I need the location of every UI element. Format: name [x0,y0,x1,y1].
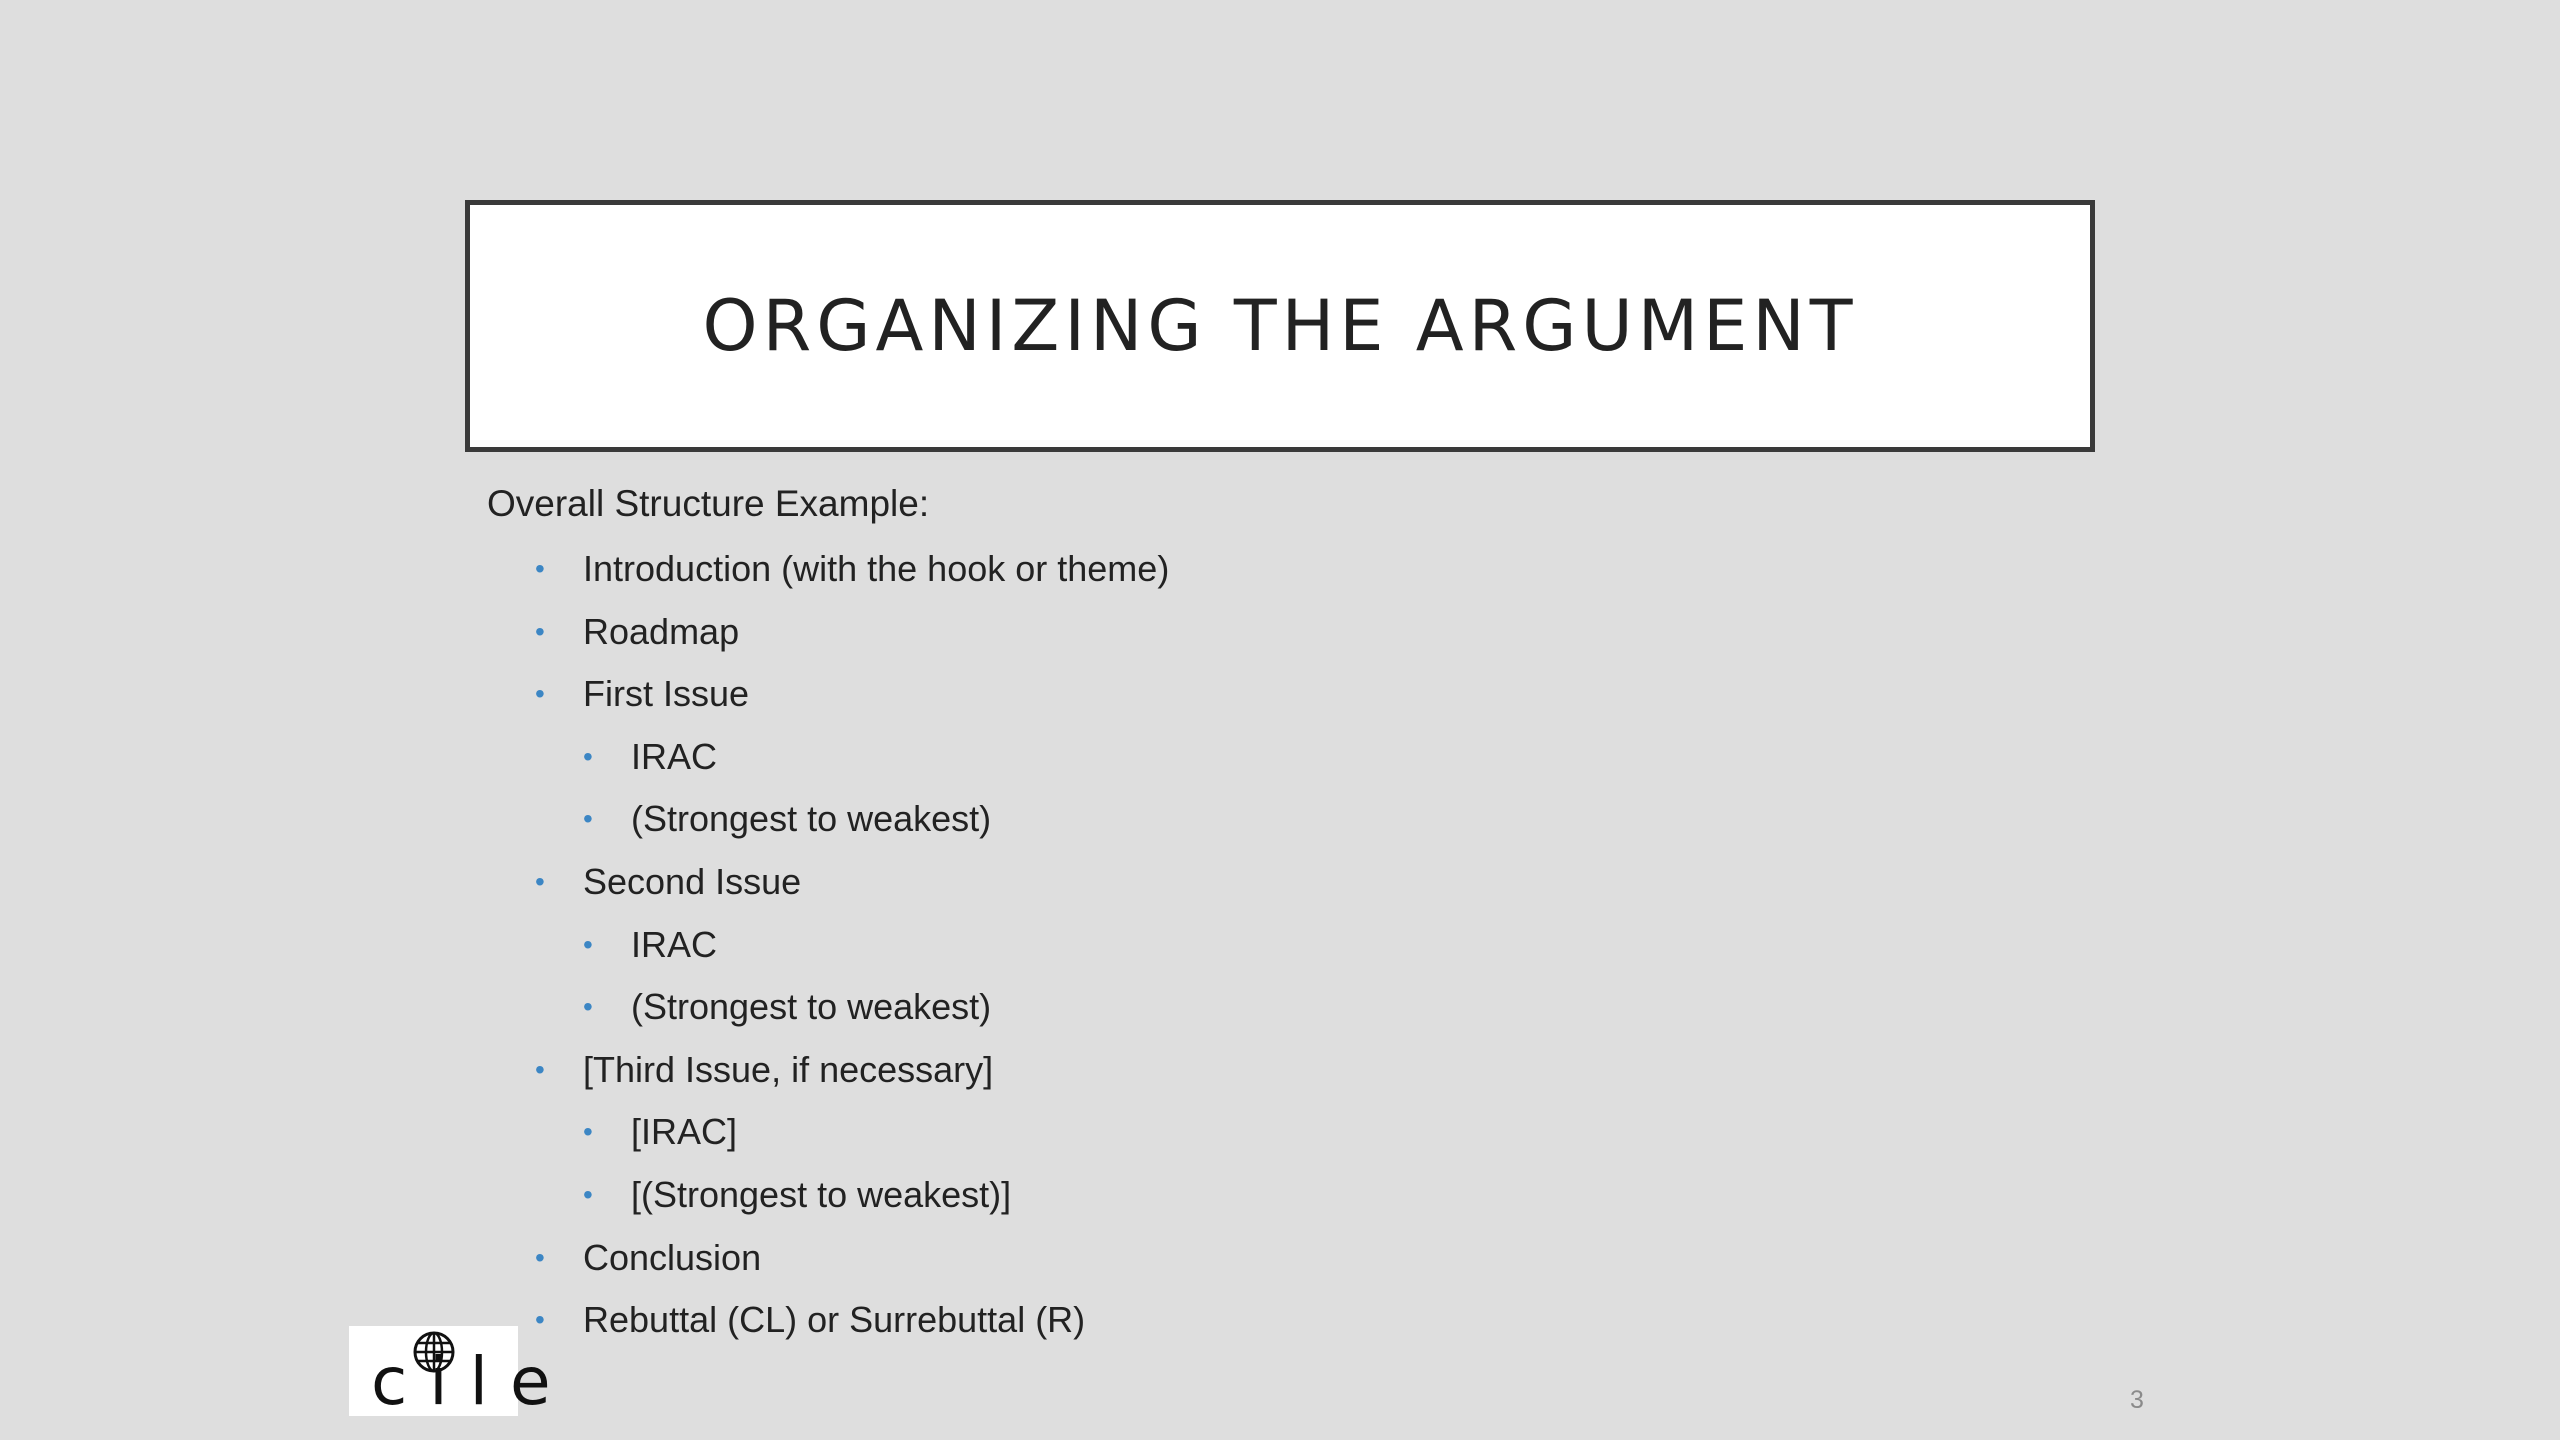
bullet-icon: • [583,1116,593,1148]
outline-subitem [487,1101,2087,1164]
bullet-icon: • [535,1241,545,1273]
outline-subitem [487,976,2087,1039]
outline-item-text: (Strongest to weakest) [631,798,992,840]
bullet-icon: • [583,740,593,772]
outline-item [487,1039,2087,1102]
outline-subitem [487,726,2087,789]
bullet-icon: • [535,553,545,584]
slide-content [487,474,2087,1352]
outline-item-text: Second Issue [583,860,802,902]
cile-logo [349,1326,573,1420]
outline-item [487,663,2087,726]
outline-item-text: [Third Issue, if necessary] [583,1048,994,1090]
outline-item-text: Introduction (with the hook or theme) [583,548,1170,589]
title-box [465,200,2095,452]
logo-text: cile [371,1343,573,1420]
page-number: 3 [2130,1386,2144,1414]
bullet-icon: • [535,1304,545,1336]
bullet-icon: • [535,678,545,710]
outline-item-text: [IRAC] [631,1111,738,1153]
bullet-icon: • [535,865,545,897]
bullet-icon: • [583,803,593,835]
slide-title: ORGANIZING THE ARGUMENT [702,285,1858,367]
outline-item-text: [(Strongest to weakest)] [631,1173,1012,1215]
outline-item-text: First Issue [583,673,750,715]
outline-item [487,851,2087,914]
outline-item-text: (Strongest to weakest) [631,986,992,1028]
bullet-icon: • [535,1053,545,1085]
bullet-icon: • [583,991,593,1023]
bullet-icon: • [535,615,545,647]
outline-subitem [487,914,2087,977]
outline-item [487,601,2087,664]
outline-item-text: Rebuttal (CL) or Surrebuttal (R) [583,1299,1086,1341]
outline-subitem [487,1164,2087,1227]
outline-item [487,538,2087,601]
outline-item [487,1227,2087,1290]
outline-item-text: Conclusion [583,1236,762,1278]
intro-text: Overall Structure Example: [487,483,930,524]
outline-item [487,1289,2087,1352]
outline-subitem [487,788,2087,851]
outline-item-text: IRAC [631,923,718,965]
outline-item-text: Roadmap [583,610,740,652]
bullet-icon: • [583,928,593,960]
outline-list [487,538,2087,1352]
outline-item-text: IRAC [631,735,718,777]
bullet-icon: • [583,1178,593,1210]
